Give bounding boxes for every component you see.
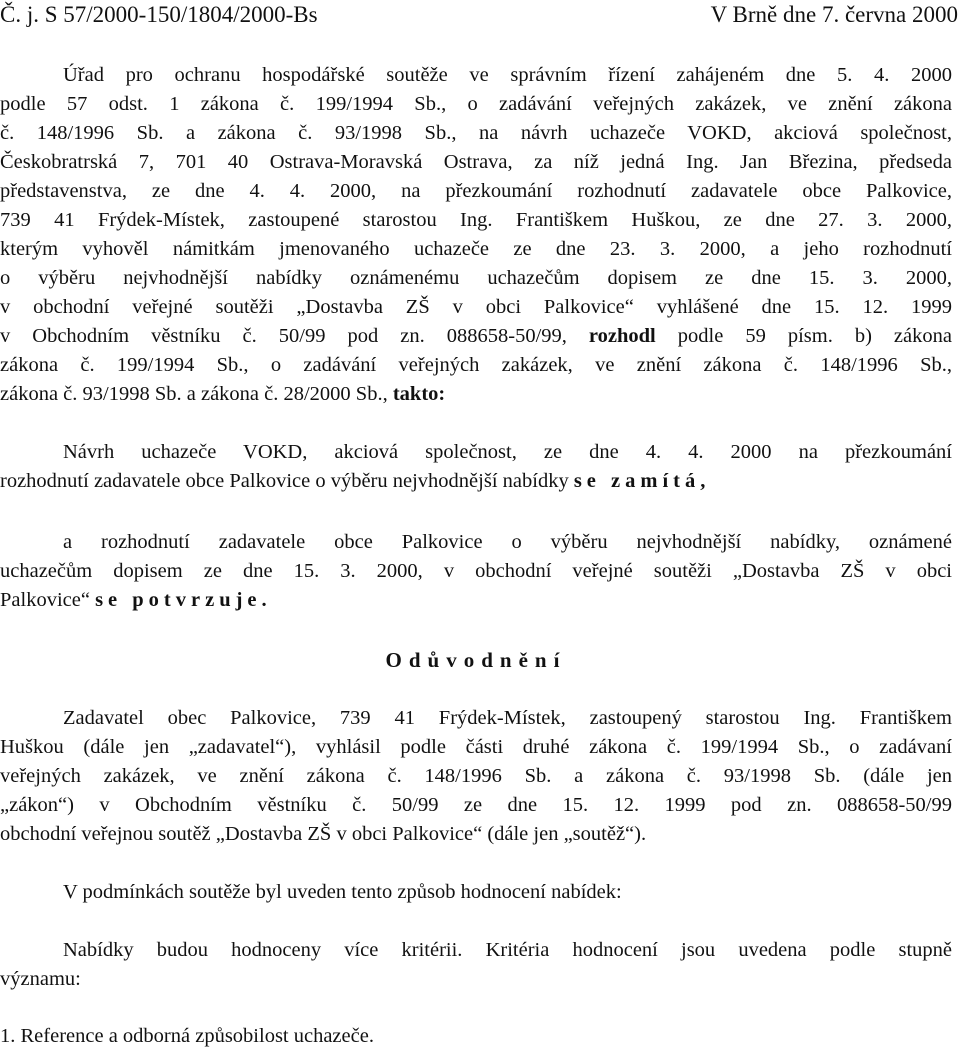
reasoning-title: Odůvodnění [385, 648, 567, 672]
verdict-2-line-3 [0, 585, 952, 615]
intro-line-2: podle 57 odst. 1 zákona č. 199/1994 Sb., o zadávání veřejných zakázek, ve znění zákona [0, 93, 952, 115]
zamita-bold: se zamítá, [573, 470, 711, 492]
verdict-1-line-2 [0, 466, 952, 496]
intro-line-7: kterým vyhověl námitkám jmenovaného uchazeče ze dne 23. 3. 2000, a jeho rozhodnutí [0, 238, 952, 260]
potvrzuje-bold: se potvrzuje. [95, 589, 272, 611]
intro-line-4: Českobratrská 7, 701 40 Ostrava-Moravská Ostrava, za níž jedná Ing. Jan Březina, předseda [0, 151, 952, 173]
reasoning-line-1: Zadavatel obec Palkovice, 739 41 Frýdek-Místek, zastoupený starostou Ing. Františkem [63, 707, 952, 729]
reasoning-line-2: Huškou (dále jen „zadavatel“), vyhlásil podle části druhé zákona č. 199/1994 Sb., o zadávaní [0, 736, 952, 758]
intro-line-10-text: v Obchodním věstníku č. 50/99 pod zn. 088658-50/99, [0, 325, 589, 347]
list-item-1: 1. Reference a odborná způsobilost uchazeče. [0, 1025, 374, 1047]
intro-line-1: Úřad pro ochranu hospodářské soutěže ve správním řízení zahájeném dne 5. 4. 2000 [63, 64, 952, 86]
intro-line-10 [0, 321, 952, 351]
verdict-2-line-1: a rozhodnutí zadavatele obce Palkovice o výběru nejvhodnější nabídky, oznámené [63, 531, 952, 553]
intro-line-10-tail: podle 59 písm. b) zákona [655, 325, 952, 347]
reasoning-line-3: veřejných zakázek, ve znění zákona č. 148/1996 Sb. a zákona č. 93/1998 Sb. (dále jen [0, 765, 952, 787]
intro-line-3: č. 148/1996 Sb. a zákona č. 93/1998 Sb., na návrh uchazeče VOKD, akciová společnost, [0, 122, 952, 144]
intro-line-12 [0, 379, 952, 409]
reasoning-line-5: obchodní veřejnou soutěž „Dostavba ZŠ v obci Palkovice“ (dále jen „soutěž“). [0, 823, 647, 845]
verdict-1-line-1: Návrh uchazeče VOKD, akciová společnost, ze dne 4. 4. 2000 na přezkoumání [63, 441, 952, 463]
intro-line-5: představenstva, ze dne 4. 4. 2000, na přezkoumání rozhodnutí zadavatele obce Palkovice, [0, 180, 952, 202]
place-date: V Brně dne 7. června 2000 [710, 2, 958, 27]
verdict-2-text: Palkovice“ [0, 589, 96, 611]
conditions-text: V podmínkách soutěže byl uveden tento způsob hodnocení nabídek: [63, 881, 622, 903]
intro-line-6: 739 41 Frýdek-Místek, zastoupené starostou Ing. Františkem Huškou, ze dne 27. 3. 2000, [0, 209, 952, 231]
rozhodl-bold: rozhodl [588, 325, 656, 347]
verdict-2-line-2: uchazečům dopisem ze dne 15. 3. 2000, v obchodní veřejné soutěži „Dostavba ZŠ v obci [0, 560, 952, 582]
reasoning-line-4: „zákon“) v Obchodním věstníku č. 50/99 ze dne 15. 12. 1999 pod zn. 088658-50/99 [0, 794, 952, 816]
intro-line-11: zákona č. 199/1994 Sb., o zadávání veřejných zakázek, ve znění zákona č. 148/1996 Sb., [0, 354, 952, 376]
intro-line-9: v obchodní veřejné soutěži „Dostavba ZŠ v obci Palkovice“ vyhlášené dne 15. 12. 1999 [0, 296, 952, 318]
intro-line-12-text: zákona č. 93/1998 Sb. a zákona č. 28/2000 Sb., [0, 383, 393, 405]
verdict-1-text: rozhodnutí zadavatele obce Palkovice o výběru nejvhodnější nabídky [0, 470, 574, 492]
criteria-line-1: Nabídky budou hodnoceny více kritérii. Kritéria hodnocení jsou uvedena podle stupně [63, 939, 952, 961]
criteria-line-2: významu: [0, 968, 81, 990]
reference-number: Č. j. S 57/2000-150/1804/2000-Bs [0, 2, 318, 27]
takto-bold: takto: [392, 383, 446, 405]
intro-line-8: o výběru nejvhodnější nabídky oznámenému uchazečům dopisem ze dne 15. 3. 2000, [0, 267, 952, 289]
